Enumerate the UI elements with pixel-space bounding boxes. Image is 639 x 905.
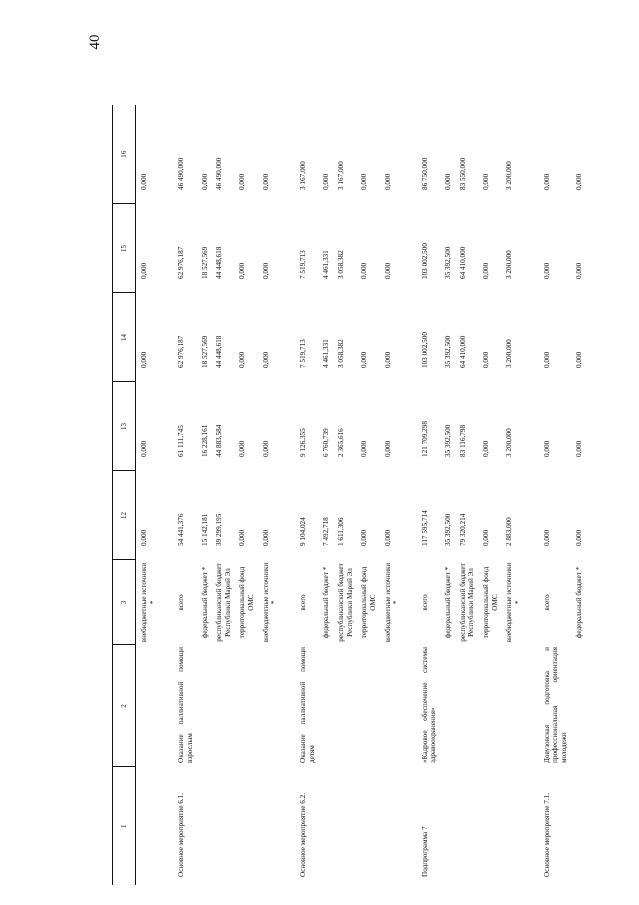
funding-source: республиканский бюджет Республики Марий Эл (458, 563, 476, 642)
header-col-16: 16 (113, 105, 136, 204)
header-col-1: 1 (113, 767, 136, 885)
budget-table (112, 105, 585, 885)
spacer-cell (525, 105, 539, 885)
value-16: 46 490,000 (215, 157, 224, 190)
value-13: 35 392,500 (444, 424, 453, 457)
block-spacer (403, 105, 417, 885)
value-16: 0,000 (482, 173, 491, 190)
value-15: 0,000 (261, 262, 270, 279)
empty-cell (501, 645, 524, 767)
program-title: Основное мероприятие 6.2. (299, 792, 308, 877)
program-description-cell (136, 645, 160, 767)
empty-cell (571, 767, 586, 885)
header-col-15: 15 (113, 204, 136, 293)
value-16: 0,000 (261, 173, 270, 190)
empty-cell (455, 767, 478, 885)
value-15: 64 410,000 (458, 246, 467, 279)
rotated-table-wrapper (112, 105, 632, 885)
empty-cell (380, 767, 403, 885)
value-15: 0,000 (140, 262, 148, 279)
program-description: Довузовская подготовка и профессиональная ориентация молодежи (542, 647, 568, 763)
empty-cell (455, 645, 478, 767)
value-14: 35 392,500 (444, 335, 453, 368)
funding-source: всего (177, 594, 186, 611)
header-col-13: 13 (113, 382, 136, 471)
value-15: 0,000 (360, 262, 369, 279)
empty-cell (318, 645, 333, 767)
empty-cell (234, 767, 257, 885)
value-16: 3 167,000 (299, 161, 308, 190)
table-row (258, 105, 281, 885)
value-16: 0,000 (140, 173, 148, 190)
value-15: 0,000 (542, 262, 551, 279)
value-13: 16 228,161 (200, 424, 209, 457)
value-15: 3 058,382 (336, 250, 345, 279)
value-15: 0,000 (482, 262, 491, 279)
value-12: 9 104,024 (299, 517, 308, 546)
funding-source: республиканский бюджет Республики Марий Эл (215, 563, 232, 642)
empty-cell (318, 767, 333, 885)
table-row (356, 105, 379, 885)
value-14: 103 002,500 (420, 332, 429, 368)
funding-source: внебюджетные источники * (140, 562, 157, 643)
value-12: 0,000 (482, 529, 491, 546)
funding-source: внебюджетные источники * (505, 562, 522, 643)
value-14: 0,000 (238, 351, 247, 368)
empty-cell (356, 645, 379, 767)
empty-cell (501, 767, 524, 885)
empty-cell (440, 767, 455, 885)
table-row (333, 105, 356, 885)
funding-source: республиканский бюджет Республики Марий Эл (336, 563, 354, 642)
value-13: 0,000 (360, 440, 369, 457)
value-16: 3 167,000 (336, 161, 345, 190)
funding-source: внебюджетные источники * (383, 562, 401, 643)
header-col-2: 2 (113, 645, 136, 767)
value-15: 0,000 (383, 262, 392, 279)
value-13: 6 760,739 (322, 428, 331, 457)
value-12: 0,000 (383, 529, 392, 546)
table-row (440, 105, 455, 885)
empty-cell (478, 767, 501, 885)
header-col-3: 3 (113, 560, 136, 645)
value-15: 7 519,713 (299, 250, 308, 279)
value-14: 3 058,382 (336, 339, 345, 368)
value-13: 0,000 (383, 440, 392, 457)
value-15: 62 976,187 (177, 246, 186, 279)
value-12: 39 299,195 (215, 513, 224, 546)
value-12: 15 142,181 (200, 513, 209, 546)
empty-cell (258, 767, 281, 885)
empty-cell (234, 645, 257, 767)
program-title: Подпрограмма 7 (420, 826, 429, 877)
value-12: 54 441,376 (177, 513, 186, 546)
value-12: 2 883,000 (505, 517, 514, 546)
funding-source: федеральный бюджет * (444, 566, 453, 639)
table-row (478, 105, 501, 885)
empty-cell (478, 645, 501, 767)
value-14: 0,000 (360, 351, 369, 368)
header-col-12: 12 (113, 471, 136, 560)
value-14: 0,000 (574, 351, 583, 368)
empty-cell (197, 645, 212, 767)
value-16: 0,000 (200, 173, 209, 190)
spacer-cell (159, 105, 173, 885)
table-row (318, 105, 333, 885)
value-16: 0,000 (322, 173, 331, 190)
funding-source: территориальный фонд ОМС (238, 566, 256, 639)
value-14: 0,000 (542, 351, 551, 368)
value-16: 46 490,000 (177, 157, 186, 190)
table-body (136, 105, 586, 885)
value-14: 0,000 (482, 351, 491, 368)
program-title (136, 767, 160, 885)
value-13: 121 709,298 (420, 421, 429, 457)
value-12: 0,000 (261, 529, 270, 546)
value-16: 0,000 (383, 173, 392, 190)
spacer-cell (403, 105, 417, 885)
value-15: 4 461,331 (322, 250, 331, 279)
program-description: «Кадровое обеспечение системы здравоохранения» (420, 647, 438, 763)
table-row (455, 105, 478, 885)
program-description-cell (417, 645, 440, 767)
funding-source: всего (542, 594, 551, 611)
value-16: 0,000 (444, 173, 453, 190)
header-col-14: 14 (113, 293, 136, 382)
value-14: 0,000 (383, 351, 392, 368)
value-12: 0,000 (140, 529, 148, 546)
spacer-cell (281, 105, 295, 885)
value-13: 0,000 (238, 440, 247, 457)
empty-cell (211, 645, 234, 767)
value-16: 0,000 (542, 173, 551, 190)
value-14: 0,000 (140, 351, 148, 368)
value-15: 0,000 (574, 262, 583, 279)
empty-cell (380, 645, 403, 767)
program-description-cell (539, 645, 571, 767)
program-title: Основное мероприятие 6.1. (177, 792, 186, 877)
empty-cell (211, 767, 234, 885)
funding-source: федеральный бюджет * (322, 566, 331, 639)
program-description-cell (295, 645, 318, 767)
program-description: Оказание паллиативной помощи взрослым (177, 647, 194, 763)
value-12: 0,000 (360, 529, 369, 546)
value-14: 18 527,569 (200, 335, 209, 368)
value-12: 0,000 (574, 529, 583, 546)
value-13: 0,000 (140, 440, 148, 457)
program-title: Основное мероприятие 7.1. (542, 792, 551, 877)
value-12: 35 392,500 (444, 513, 453, 546)
value-15: 35 392,500 (444, 246, 453, 279)
value-14: 7 519,713 (299, 339, 308, 368)
table-row (173, 105, 196, 885)
value-16: 0,000 (360, 173, 369, 190)
funding-source: территориальный фонд ОМС (360, 566, 377, 639)
value-15: 0,000 (238, 262, 247, 279)
funding-source: федеральный бюджет * (200, 566, 209, 639)
empty-cell (440, 645, 455, 767)
value-14: 64 410,000 (458, 335, 467, 368)
table-row (501, 105, 524, 885)
value-14: 0,000 (261, 351, 270, 368)
value-12: 0,000 (238, 529, 247, 546)
funding-source: территориальный фонд ОМС (482, 566, 499, 639)
value-15: 44 448,618 (215, 246, 224, 279)
value-13: 0,000 (261, 440, 270, 457)
empty-cell (258, 645, 281, 767)
table-row (211, 105, 234, 885)
header-row (113, 105, 136, 885)
table-row (539, 105, 571, 885)
value-13: 0,000 (482, 440, 491, 457)
value-16: 0,000 (574, 173, 583, 190)
block-spacer (159, 105, 173, 885)
value-12: 0,000 (542, 529, 551, 546)
value-13: 3 200,000 (505, 428, 514, 457)
value-15: 103 002,500 (420, 243, 429, 279)
table-row (417, 105, 440, 885)
block-spacer (281, 105, 295, 885)
value-14: 4 461,331 (322, 339, 331, 368)
value-14: 62 976,187 (177, 335, 186, 368)
empty-cell (571, 645, 586, 767)
table-row (380, 105, 403, 885)
block-spacer (525, 105, 539, 885)
value-13: 0,000 (574, 440, 583, 457)
funding-source: всего (299, 594, 308, 611)
value-13: 0,000 (542, 440, 551, 457)
program-description: Оказание паллиативной помощи детям (299, 647, 316, 763)
page-number: 40 (86, 34, 103, 50)
value-14: 44 448,618 (215, 335, 224, 368)
empty-cell (333, 645, 356, 767)
value-14: 3 200,000 (505, 339, 514, 368)
value-13: 2 365,616 (336, 428, 345, 457)
empty-cell (333, 767, 356, 885)
value-12: 7 492,718 (322, 517, 331, 546)
table-row (571, 105, 586, 885)
funding-source: внебюджетные источники * (261, 562, 279, 643)
funding-source: федеральный бюджет * (574, 566, 583, 639)
table-row (234, 105, 257, 885)
value-12: 117 595,714 (420, 510, 429, 546)
empty-cell (197, 767, 212, 885)
value-16: 0,000 (238, 173, 247, 190)
value-15: 3 200,000 (505, 250, 514, 279)
value-13: 9 126,355 (299, 428, 308, 457)
table-row (295, 105, 318, 885)
value-13: 44 883,584 (215, 424, 224, 457)
value-12: 79 320,214 (458, 513, 467, 546)
program-description-cell (173, 645, 196, 767)
value-13: 83 116,798 (458, 424, 467, 457)
funding-source: всего (420, 594, 429, 611)
value-16: 86 750,000 (420, 157, 429, 190)
table-row (197, 105, 212, 885)
value-13: 61 111,745 (177, 425, 186, 457)
value-16: 3 200,000 (505, 161, 514, 190)
table-row (136, 105, 160, 885)
value-16: 83 550,000 (458, 157, 467, 190)
empty-cell (356, 767, 379, 885)
value-15: 18 527,569 (200, 246, 209, 279)
value-12: 1 611,306 (336, 517, 345, 546)
